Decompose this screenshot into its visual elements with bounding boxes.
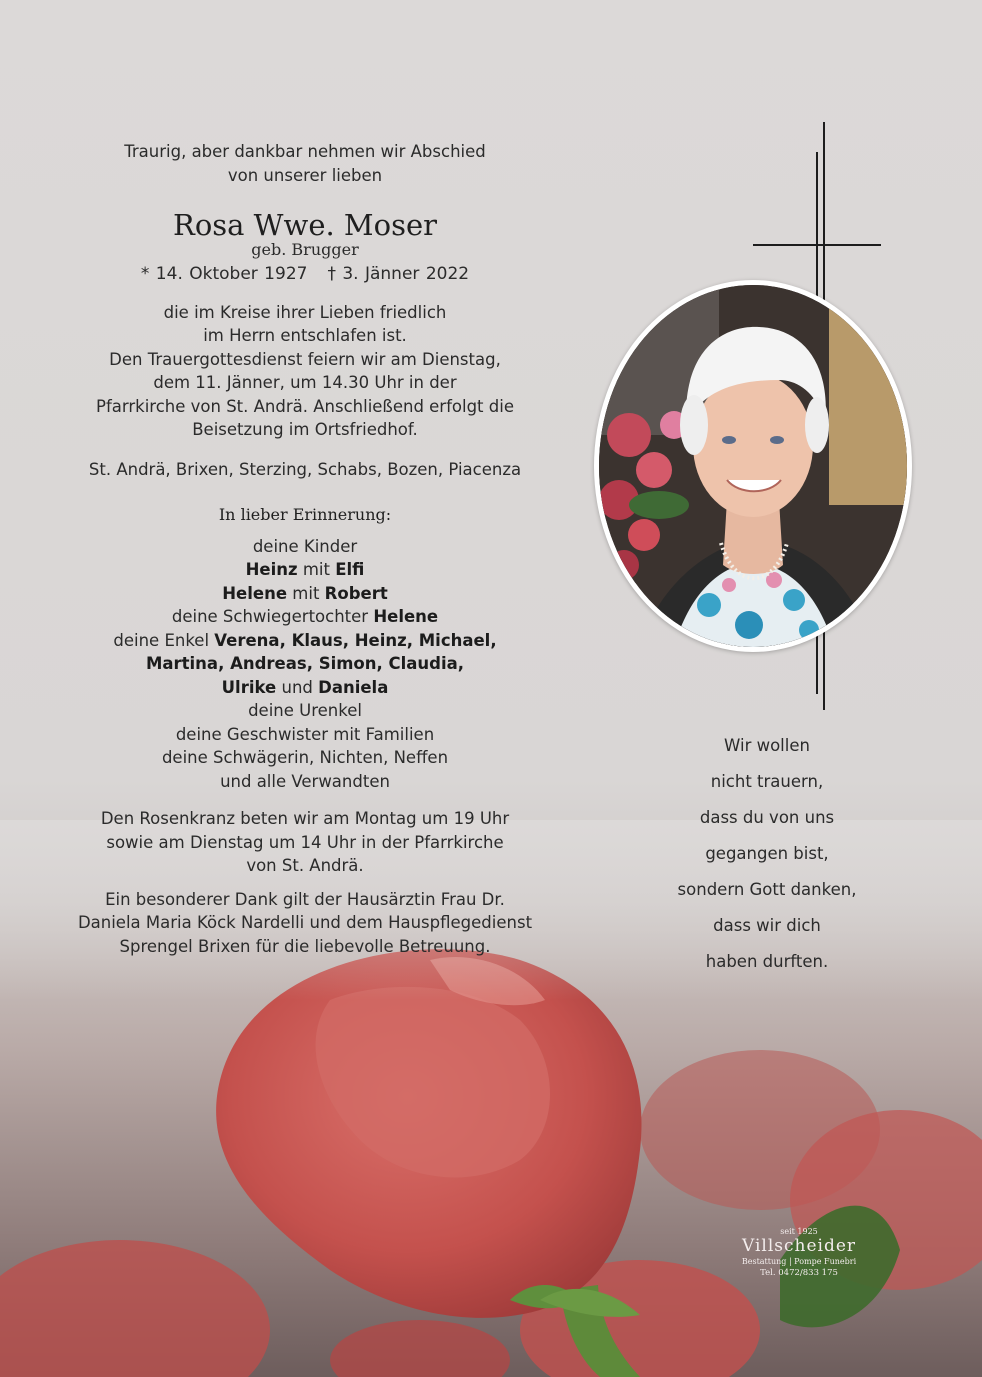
- announcement-line: im Herrn entschlafen ist.: [203, 326, 407, 345]
- thanks-line: Ein besonderer Dank gilt der Hausärztin Frau Dr.: [105, 889, 505, 909]
- grandchildren-names: Verena, Klaus, Heinz, Michael,: [214, 630, 497, 650]
- grandchild-name: Ulrike: [221, 677, 277, 697]
- announcement-line: Den Trauergottesdienst feiern wir am Dienstag,: [109, 349, 501, 369]
- logo-phone: Tel. 0472/833 175: [760, 1268, 838, 1278]
- thanks-line: Daniela Maria Köck Nardelli und dem Hauspflegedienst: [77, 913, 533, 932]
- poem-line: nicht trauern,: [710, 772, 824, 791]
- intro-line: Traurig, aber dankbar nehmen wir Abschied: [124, 142, 486, 161]
- deceased-name: Rosa Wwe. Moser: [173, 208, 437, 242]
- portrait-frame: [594, 280, 912, 652]
- great-grandchildren-line: deine Urenkel: [248, 701, 362, 720]
- in-law-name: Helene: [373, 607, 439, 626]
- announcement-line: die im Kreise ihrer Lieben friedlich: [163, 302, 447, 322]
- connector-text: mit: [292, 583, 320, 603]
- grandchild-name: Daniela: [318, 677, 389, 697]
- connector-text: mit: [302, 560, 330, 579]
- rosary-line: sowie am Dienstag um 14 Uhr in der Pfarrkirche: [106, 832, 504, 852]
- relatives-line: deine Schwägerin, Nichten, Neffen: [161, 748, 449, 767]
- rosary-notice: [60, 807, 550, 878]
- death-date: † 3. Jänner 2022: [327, 264, 470, 284]
- announcement-line: Beisetzung im Ortsfriedhof.: [192, 420, 418, 439]
- birth-name: geb. Brugger: [251, 240, 359, 259]
- thanks-line: Sprengel Brixen für die liebevolle Betreuung.: [119, 936, 491, 956]
- grandchildren-line: [60, 652, 550, 676]
- logo-subtitle: Bestattung | Pompe Funebri: [741, 1257, 857, 1266]
- places-list: St. Andrä, Brixen, Sterzing, Schabs, Bozen, Piacenza: [88, 459, 522, 479]
- poem-line: dass wir dich: [713, 916, 821, 935]
- child-line: [60, 558, 550, 582]
- obituary-text: [60, 140, 550, 958]
- thanks-notice: [60, 888, 550, 959]
- child-name: Heinz: [245, 560, 298, 579]
- child-name: Helene: [222, 583, 288, 603]
- partner-name: Robert: [324, 583, 388, 603]
- siblings-line: deine Geschwister mit Familien: [175, 724, 435, 744]
- grandchildren-line: [60, 676, 550, 700]
- funeral-home-logo: [706, 1227, 892, 1280]
- partner-name: Elfi: [335, 560, 365, 579]
- poem-line: sondern Gott danken,: [677, 880, 857, 899]
- in-law-label: deine Schwiegertochter: [171, 607, 369, 626]
- intro-line: von unserer lieben: [227, 165, 383, 185]
- grandchildren-label: deine Enkel: [113, 630, 210, 650]
- announcement-line: dem 11. Jänner, um 14.30 Uhr in der: [153, 373, 457, 392]
- grandchildren-names: Martina, Andreas, Simon, Claudia,: [145, 654, 465, 673]
- children-label: deine Kinder: [252, 536, 358, 556]
- announcement: [60, 301, 550, 442]
- life-dates: [60, 263, 550, 287]
- logo-since: seit 1925: [780, 1227, 818, 1236]
- rosary-line: Den Rosenkranz beten wir am Montag um 19 Uhr: [100, 809, 510, 828]
- in-law-line: [60, 605, 550, 629]
- child-line: [60, 582, 550, 606]
- poem-line: dass du von uns: [699, 808, 835, 827]
- family-list: [60, 535, 550, 794]
- poem-line: Wir wollen: [724, 736, 810, 755]
- connector-text: und: [281, 677, 313, 697]
- cross-horizontal-line: [753, 244, 881, 246]
- announcement-line: Pfarrkirche von St. Andrä. Anschließend erfolgt die: [96, 396, 514, 416]
- portrait-photo: [599, 285, 907, 647]
- poem-line: haben durften.: [705, 952, 829, 971]
- grandchildren-line: [60, 629, 550, 653]
- relatives-line: und alle Verwandten: [220, 771, 390, 791]
- rosary-line: von St. Andrä.: [246, 856, 364, 875]
- logo-brand: Villscheider: [741, 1236, 857, 1256]
- birth-date: * 14. Oktober 1927: [140, 264, 308, 284]
- memory-heading: In lieber Erinnerung:: [218, 505, 392, 524]
- poem: [652, 728, 882, 980]
- poem-line: gegangen bist,: [705, 844, 829, 863]
